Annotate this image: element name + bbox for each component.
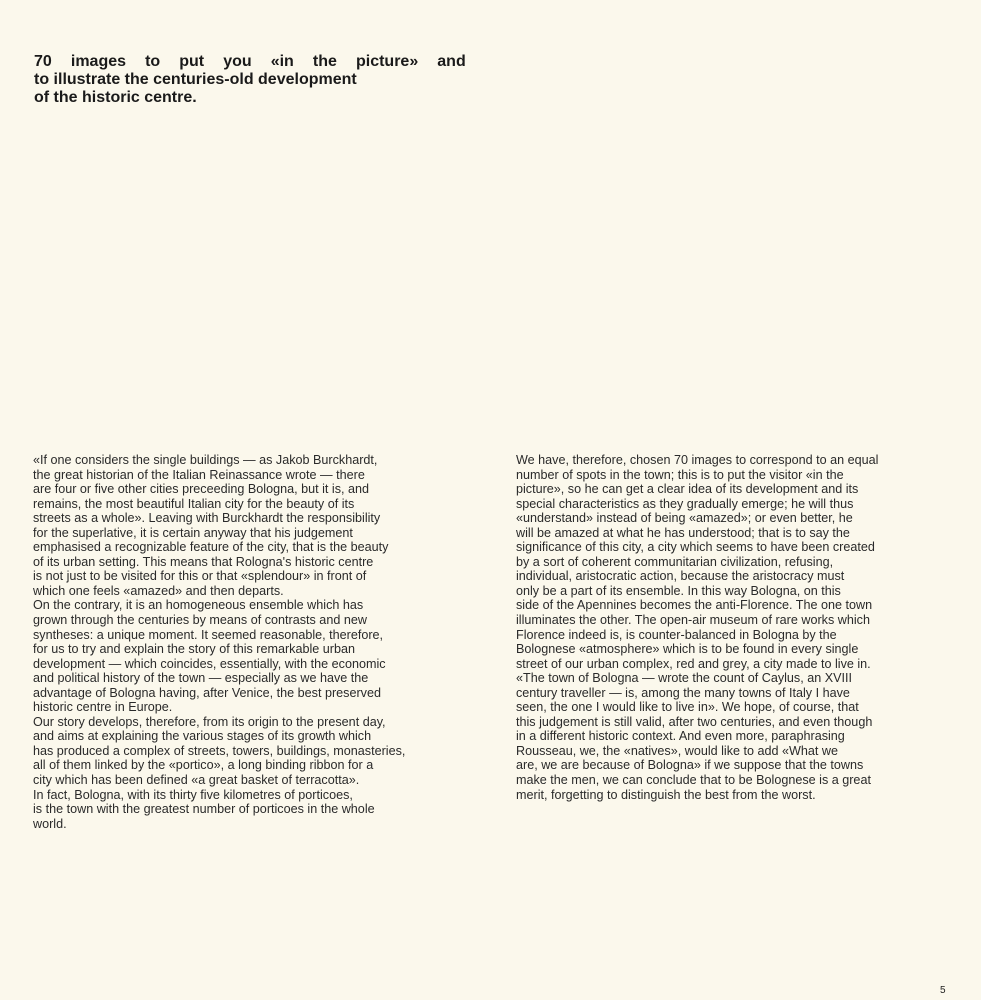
text-line: «The town of Bologna — wrote the count of Caylus, an XVIII	[516, 671, 853, 686]
text-line: merit, forgetting to distinguish the best from the worst.	[516, 787, 816, 802]
text-line: significance of this city, a city which seems to have been created	[516, 540, 875, 555]
text-line: all of them linked by the «portico», a long binding ribbon for a	[33, 758, 374, 773]
text-line: advantage of Bologna having, after Venice, the best preserved	[33, 685, 381, 700]
text-line: picture», so he can get a clear idea of its development and its	[516, 482, 859, 497]
text-line: street of our urban complex, red and grey, a city made to live in.	[516, 656, 871, 671]
text-line: Rousseau, we, the «natives», would like to add «What we	[516, 743, 839, 758]
text-line: seen, the one I would like to live in». We hope, of course, that	[516, 700, 859, 715]
text-line: development — which coincides, essentially, with the economic	[33, 656, 386, 671]
text-line: the great historian of the Italian Reinassance wrote — there	[33, 467, 365, 482]
headline-line: of the historic centre.	[34, 89, 197, 106]
text-line: city which has been defined «a great basket of terracotta».	[33, 773, 360, 788]
text-line: illuminates the other. The open-air museum of rare works which	[516, 613, 870, 628]
text-line: syntheses: a unique moment. It seemed reasonable, therefore,	[33, 627, 384, 642]
text-line: has produced a complex of streets, towers, buildings, monasteries,	[33, 743, 406, 758]
text-line: emphasised a recognizable feature of the city, that is the beauty	[33, 540, 389, 555]
text-line: world.	[33, 816, 67, 831]
text-line: individual, aristocratic action, because the aristocracy must	[516, 569, 845, 584]
text-line: make the men, we can conclude that to be Bolognese is a great	[516, 773, 871, 788]
text-line: this judgement is still valid, after two centuries, and even though	[516, 714, 873, 729]
text-line: streets as a whole». Leaving with Burckhardt the responsibility	[33, 511, 381, 526]
text-line: is not just to be visited for this or that «splendour» in front of	[33, 569, 367, 584]
text-line: only be a part of its ensemble. In this way Bologna, on this	[516, 583, 841, 598]
text-line: remains, the most beautiful Italian city for the beauty of its	[33, 496, 355, 511]
text-line: which one feels «amazed» and then departs.	[33, 583, 284, 598]
right-text-column	[516, 453, 951, 802]
text-line: for us to try and explain the story of this remarkable urban	[33, 642, 356, 657]
text-line: We have, therefore, chosen 70 images to correspond to an equal	[516, 453, 879, 467]
text-line: by a sort of coherent communitarian civilization, refusing,	[516, 554, 834, 569]
text-line: Our story develops, therefore, from its origin to the present day,	[33, 714, 386, 729]
page-headline	[34, 53, 474, 107]
text-line: and aims at explaining the various stages of its growth which	[33, 729, 372, 744]
text-line: are four or five other cities preceeding Bologna, but it is, and	[33, 482, 370, 497]
text-line: «understand» instead of being «amazed»; or even better, he	[516, 511, 853, 526]
text-line: historic centre in Europe.	[33, 700, 173, 715]
page-number: 5	[940, 985, 946, 996]
text-line: grown through the centuries by means of contrasts and new	[33, 613, 367, 628]
left-text-column	[33, 453, 467, 831]
text-line: «If one considers the single buildings — as Jakob Burckhardt,	[33, 453, 378, 467]
text-line: are, we are because of Bologna» if we suppose that the towns	[516, 758, 864, 773]
text-line: will be amazed at what he has understood; that is to say the	[516, 525, 850, 540]
text-line: for the superlative, it is certain anyway that his judgement	[33, 525, 353, 540]
text-line: On the contrary, it is an homogeneous ensemble which has	[33, 598, 364, 613]
text-line: of its urban setting. This means that Rologna's historic centre	[33, 554, 374, 569]
headline-line: 70 images to put you «in the picture» and	[34, 53, 466, 70]
text-line: Florence indeed is, is counter-balanced in Bologna by the	[516, 627, 837, 642]
text-line: is the town with the greatest number of porticoes in the whole	[33, 802, 375, 817]
headline-line: to illustrate the centuries-old development	[34, 71, 357, 88]
text-line: century traveller — is, among the many towns of Italy I have	[516, 685, 850, 700]
text-line: special characteristics as they gradually emerge; he will thus	[516, 496, 854, 511]
text-line: In fact, Bologna, with its thirty five kilometres of porticoes,	[33, 787, 353, 802]
text-line: Bolognese «atmosphere» which is to be found in every single	[516, 642, 859, 657]
text-line: side of the Apennines becomes the anti-Florence. The one town	[516, 598, 873, 613]
text-line: number of spots in the town; this is to put the visitor «in the	[516, 467, 844, 482]
text-line: in a different historic context. And even more, paraphrasing	[516, 729, 845, 744]
text-line: and political history of the town — especially as we have the	[33, 671, 369, 686]
